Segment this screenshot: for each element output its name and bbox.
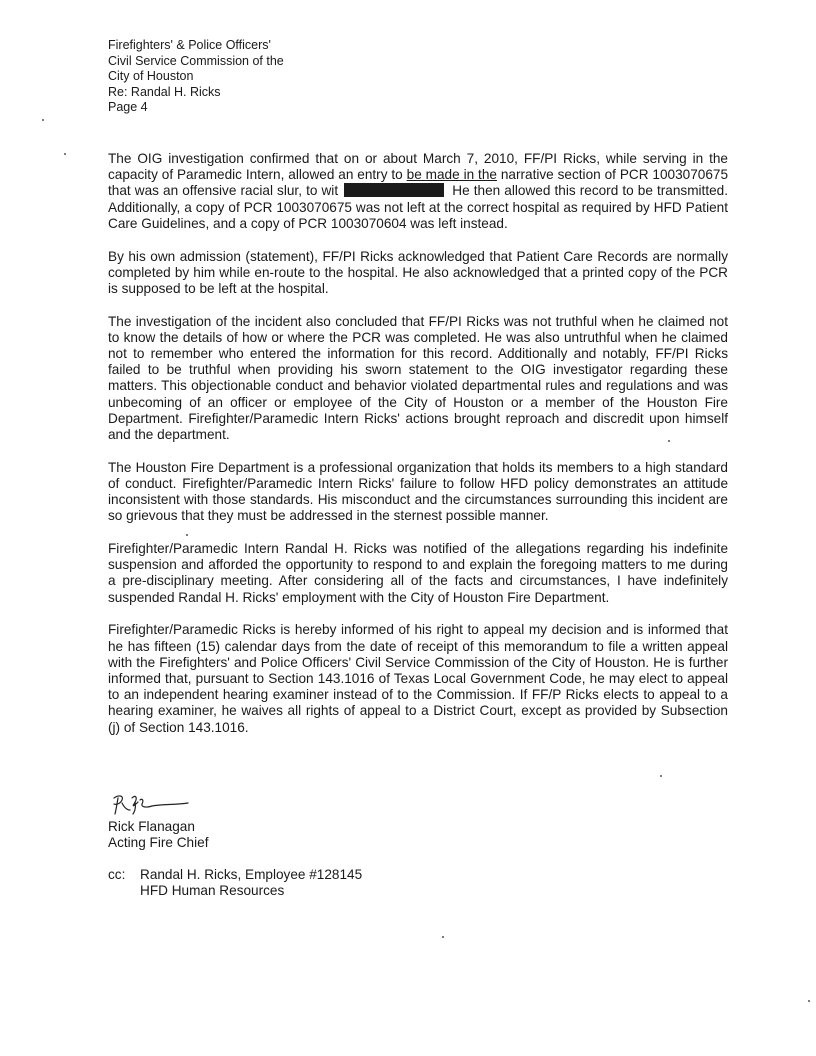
cc-recipient: HFD Human Resources [140,883,285,899]
paragraph-standards: The Houston Fire Department is a professional organization that holds its members to a high standard of conduct. Firefighter/Paramedic Intern Ricks' failure to follow HFD policy demonstrates an attitude inconsistent with those standards. His misconduct and the circumstances surrounding this incident are so grievous that they must be addressed in the sternest possible manner. [108,459,728,524]
paragraph-oig-findings-part-c: He then allowed this record to be transmitted. Additionally, a copy of PCR 1003070675 was not left at the correct hospital as required by HFD Patient Care Guidelines, and a copy of PCR 1003070604 was left instead. [108,183,728,231]
scan-speck [186,534,188,536]
handwritten-signature [108,788,198,818]
signature-block [108,819,208,851]
paragraph-untruthfulness: The investigation of the incident also concluded that FF/PI Ricks was not truthful when he claimed not to know the details of how or where the PCR was completed. He was also untruthful when he claimed not to remember who entered the information for this record. Additionally and notably, FF/PI Ricks failed to be truthful when providing his sworn statement to the OIG investigator regarding these matters. This objectionable conduct and behavior violated departmental rules and regulations and was unbecoming of an officer or employee of the City of Houston or a member of the Houston Fire Department. Firefighter/Paramedic Intern Ricks' actions brought reproach and discredit upon himself and the department. [108,313,728,443]
scan-speck [442,936,444,938]
scan-speck [808,1000,810,1002]
paragraph-oig-findings-part-b: narrative section of PCR 1003070675 that was an offensive racial slur, to wit [108,167,729,199]
paragraph-suspension: Firefighter/Paramedic Intern Randal H. Ricks was notified of the allegations regarding his indefinite suspension and afforded the opportunity to respond to and explain the foregoing matters to me during a pre-disciplinary meeting. After considering all of the facts and circumstances, I have indefinitely suspended Randal H. Ricks' employment with the City of Houston Fire Department. [108,541,728,605]
paragraph-appeal-rights: Firefighter/Paramedic Ricks is hereby informed of his right to appeal my decision and is informed that he has fifteen (15) calendar days from the date of receipt of this memorandum to file a written appeal with the Firefighters' and Police Officers' Civil Service Commission of the City of Houston. He is further informed that, pursuant to Section 143.1016 of Texas Local Government Code, he may elect to appeal to an independent hearing examiner instead of to the Commission. If FF/P Ricks elects to appeal to a hearing examiner, he waives all rights of appeal to a District Court, except as provided by Subsection (j) of Section 143.1016. [108,622,728,735]
scan-speck [660,775,662,777]
signatory-title: Acting Fire Chief [108,835,209,851]
cc-block [108,867,362,899]
scan-speck [668,440,670,442]
header-addressee-line3: City of Houston [108,69,194,83]
letter-header [108,38,284,116]
header-addressee-line1: Firefighters' & Police Officers' [108,38,271,52]
redaction-bar [344,183,444,197]
paragraph-admission: By his own admission (statement), FF/PI Ricks acknowledged that Patient Care Records are normally completed by him while en-route to the hospital. He also acknowledged that a printed copy of the PCR is supposed to be left at the hospital. [108,248,728,296]
signatory-name: Rick Flanagan [108,819,195,834]
cc-recipients [140,867,362,899]
paragraph-oig-findings-part-a: The OIG investigation confirmed that on or about March 7, 2010, FF/PI Ricks, while serving in the capacity of Paramedic Intern, allowed an entry to [108,151,728,183]
scan-speck [42,119,44,121]
letter-body [108,151,728,752]
cc-label: cc: [108,867,126,882]
underlined-phrase: be made in the [406,167,497,183]
cc-recipient: Randal H. Ricks, Employee #128145 [140,867,363,882]
paragraph-oig-findings [108,151,728,232]
header-page-number: Page 4 [108,100,148,114]
header-re-line: Re: Randal H. Ricks [108,84,221,99]
header-addressee-line2: Civil Service Commission of the [108,53,284,68]
scan-speck [64,153,66,155]
